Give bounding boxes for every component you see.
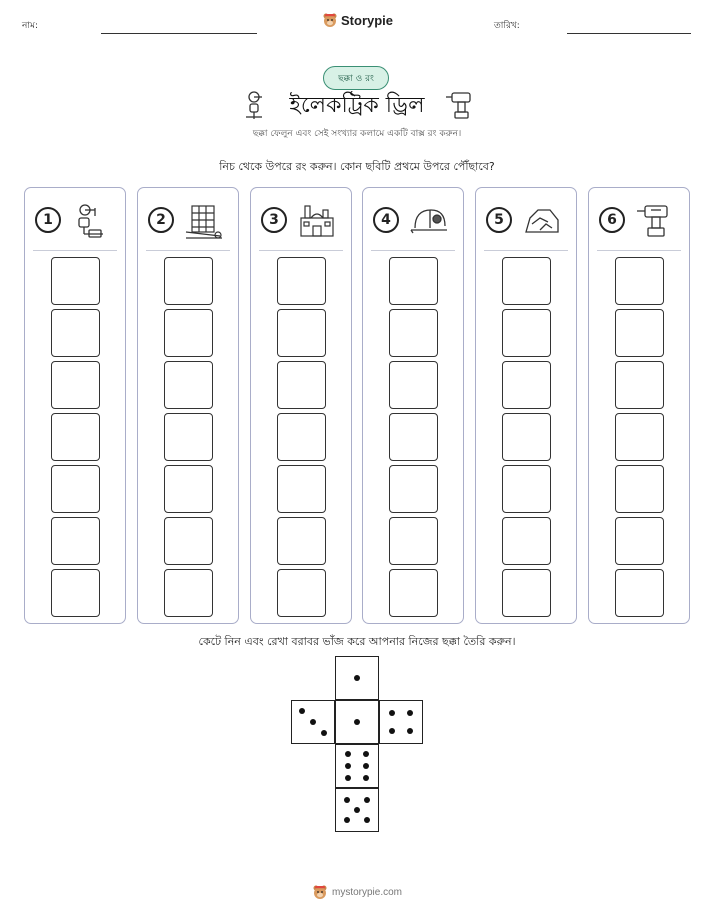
pip	[345, 775, 351, 781]
name-label: নাম:	[22, 21, 39, 31]
box-stack	[615, 257, 664, 621]
color-box[interactable]	[389, 257, 438, 305]
color-box[interactable]	[277, 309, 326, 357]
color-box[interactable]	[502, 309, 551, 357]
footer-url[interactable]: mystorypie.com	[331, 886, 402, 898]
pip	[364, 797, 370, 803]
hand-drill-icon	[71, 202, 111, 240]
column-number: 2	[148, 207, 174, 233]
column-number: 1	[35, 207, 61, 233]
pip	[321, 730, 327, 736]
page-title: ইলেকট্রিক ড্রিল	[289, 93, 425, 118]
die-face-left[interactable]	[291, 700, 335, 744]
page-subtitle: ছক্কা ফেলুন এবং সেই সংখ্যার কলামে একটি বাক্স রং করুন।	[252, 129, 462, 139]
box-stack	[164, 257, 213, 621]
color-box[interactable]	[277, 517, 326, 565]
pip	[363, 763, 369, 769]
power-drill-icon	[446, 90, 478, 120]
color-box[interactable]	[389, 465, 438, 513]
date-label: তারিখ:	[494, 21, 520, 31]
column-divider	[33, 250, 117, 251]
column-divider	[597, 250, 681, 251]
color-box[interactable]	[389, 569, 438, 617]
color-box[interactable]	[51, 257, 100, 305]
die-face-bottom[interactable]	[335, 788, 379, 832]
color-box[interactable]	[615, 413, 664, 461]
pip	[364, 817, 370, 823]
column-number: 3	[261, 207, 287, 233]
race-column-3	[250, 187, 352, 624]
color-box[interactable]	[615, 309, 664, 357]
activity-badge: ছক্কা ও রং	[323, 66, 389, 90]
pip	[354, 719, 360, 725]
race-instruction: নিচ থেকে উপরে রং করুন। কোন ছবিটি প্রথমে উপরে পৌঁছাবে?	[219, 160, 495, 173]
cut-instruction: কেটে নিন এবং রেখা বরাবর ভাঁজ করে আপনার নিজের ছক্কা তৈরি করুন।	[198, 635, 516, 648]
color-box[interactable]	[164, 569, 213, 617]
color-box[interactable]	[51, 517, 100, 565]
color-box[interactable]	[277, 465, 326, 513]
pip	[389, 728, 395, 734]
construction-site-icon	[184, 202, 224, 240]
race-column-5	[475, 187, 577, 624]
race-column-1	[24, 187, 126, 624]
hard-hat-icon	[409, 202, 449, 240]
die-face-center[interactable]	[335, 700, 379, 744]
color-box[interactable]	[502, 517, 551, 565]
footer	[0, 884, 714, 900]
color-box[interactable]	[277, 361, 326, 409]
color-box[interactable]	[502, 257, 551, 305]
box-stack	[502, 257, 551, 621]
color-box[interactable]	[51, 569, 100, 617]
color-box[interactable]	[389, 309, 438, 357]
color-box[interactable]	[502, 465, 551, 513]
race-column-4	[362, 187, 464, 624]
color-box[interactable]	[164, 465, 213, 513]
race-column-2	[137, 187, 239, 624]
box-stack	[51, 257, 100, 621]
pip	[407, 728, 413, 734]
color-box[interactable]	[164, 309, 213, 357]
column-divider	[259, 250, 343, 251]
pip	[407, 710, 413, 716]
die-face-top[interactable]	[335, 656, 379, 700]
column-divider	[371, 250, 455, 251]
column-number: 5	[486, 207, 512, 233]
name-line[interactable]	[101, 33, 257, 34]
power-drill-icon	[635, 202, 675, 240]
color-box[interactable]	[277, 257, 326, 305]
color-box[interactable]	[502, 569, 551, 617]
color-box[interactable]	[164, 257, 213, 305]
pip	[299, 708, 305, 714]
box-stack	[277, 257, 326, 621]
pip	[310, 719, 316, 725]
rock-icon	[522, 202, 562, 240]
color-box[interactable]	[277, 413, 326, 461]
pip	[363, 751, 369, 757]
color-box[interactable]	[502, 361, 551, 409]
pip	[363, 775, 369, 781]
bear-icon	[312, 884, 328, 900]
brand-name: Storypie	[341, 12, 394, 28]
pip	[354, 675, 360, 681]
brand-logo	[322, 12, 393, 28]
die-face-right[interactable]	[379, 700, 423, 744]
pip	[345, 763, 351, 769]
bear-icon	[322, 12, 338, 28]
color-box[interactable]	[164, 361, 213, 409]
pip	[344, 817, 350, 823]
date-line[interactable]	[567, 33, 691, 34]
pip	[344, 797, 350, 803]
color-box[interactable]	[51, 465, 100, 513]
color-box[interactable]	[51, 361, 100, 409]
color-box[interactable]	[389, 361, 438, 409]
column-divider	[146, 250, 230, 251]
color-box[interactable]	[277, 569, 326, 617]
color-box[interactable]	[51, 309, 100, 357]
pip	[354, 807, 360, 813]
pip	[389, 710, 395, 716]
color-box[interactable]	[164, 517, 213, 565]
box-stack	[389, 257, 438, 621]
column-number: 6	[599, 207, 625, 233]
color-box[interactable]	[615, 257, 664, 305]
color-box[interactable]	[51, 413, 100, 461]
column-number: 4	[373, 207, 399, 233]
color-box[interactable]	[615, 569, 664, 617]
column-divider	[484, 250, 568, 251]
color-box[interactable]	[615, 517, 664, 565]
factory-icon	[297, 202, 337, 240]
race-column-6	[588, 187, 690, 624]
color-box[interactable]	[502, 413, 551, 461]
color-box[interactable]	[164, 413, 213, 461]
color-box[interactable]	[615, 465, 664, 513]
pip	[345, 751, 351, 757]
die-face-lower[interactable]	[335, 744, 379, 788]
color-box[interactable]	[615, 361, 664, 409]
color-box[interactable]	[389, 413, 438, 461]
color-box[interactable]	[389, 517, 438, 565]
